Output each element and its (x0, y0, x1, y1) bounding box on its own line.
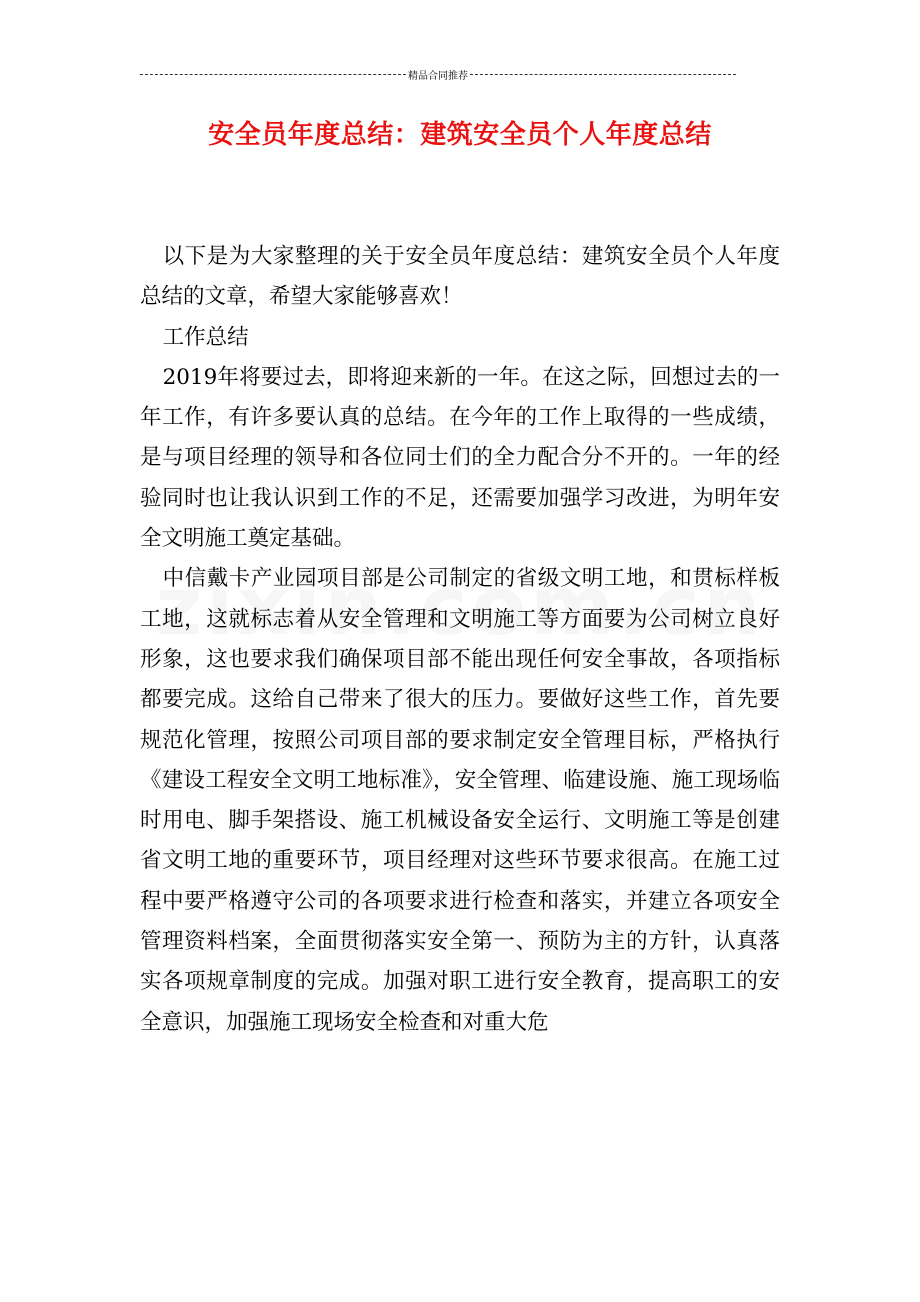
header-label: 精品合同推荐 (408, 70, 468, 82)
header-dash-left (140, 74, 406, 75)
document-title: 安全员年度总结：建筑安全员个人年度总结 (208, 120, 712, 150)
section-heading: 工作总结 (162, 324, 249, 350)
body-paragraph: 中信戴卡产业园项目部是公司制定的省级文明工地，和贯标样板工地，这就标志着从安全管理和文明施工等方面要为公司树立良好形象，这也要求我们确保项目部不能出现任何安全事故，各项指标都要完成。这给自己带来了很大的压力。要做好这些工作，首先要规范化管理，按照公司项目部的要求制定安全管理目标，严格执行《建设工程安全文明工地标准》，安全管理、临建设施、施工现场临时用电、脚手架搭设、施工机械设备安全运行、文明施工等是创建省文明工地的重要环节，项目经理对这些环节要求很高。在施工过程中要严格遵守公司的各项要求进行检查和落实，并建立各项安全管理资料档案，全面贯彻落实安全第一、预防为主的方针，认真落实各项规章制度的完成。加强对职工进行安全教育，提高职工的安全意识，加强施工现场安全检查和对重大危 (140, 566, 780, 1035)
header-dash-right (470, 74, 736, 75)
document-body (140, 237, 780, 1043)
intro-paragraph: 以下是为大家整理的关于安全员年度总结：建筑安全员个人年度总结的文章，希望大家能够喜欢！ (140, 244, 780, 310)
body-paragraph: 2019年将要过去，即将迎来新的一年。在这之际，回想过去的一年工作，有许多要认真的总结。在今年的工作上取得的一些成绩，是与项目经理的领导和各位同士们的全力配合分不开的。一年的经验同时也让我认识到工作的不足，还需要加强学习改进，为明年安全文明施工奠定基础。 (140, 364, 780, 552)
page-header (140, 64, 736, 84)
